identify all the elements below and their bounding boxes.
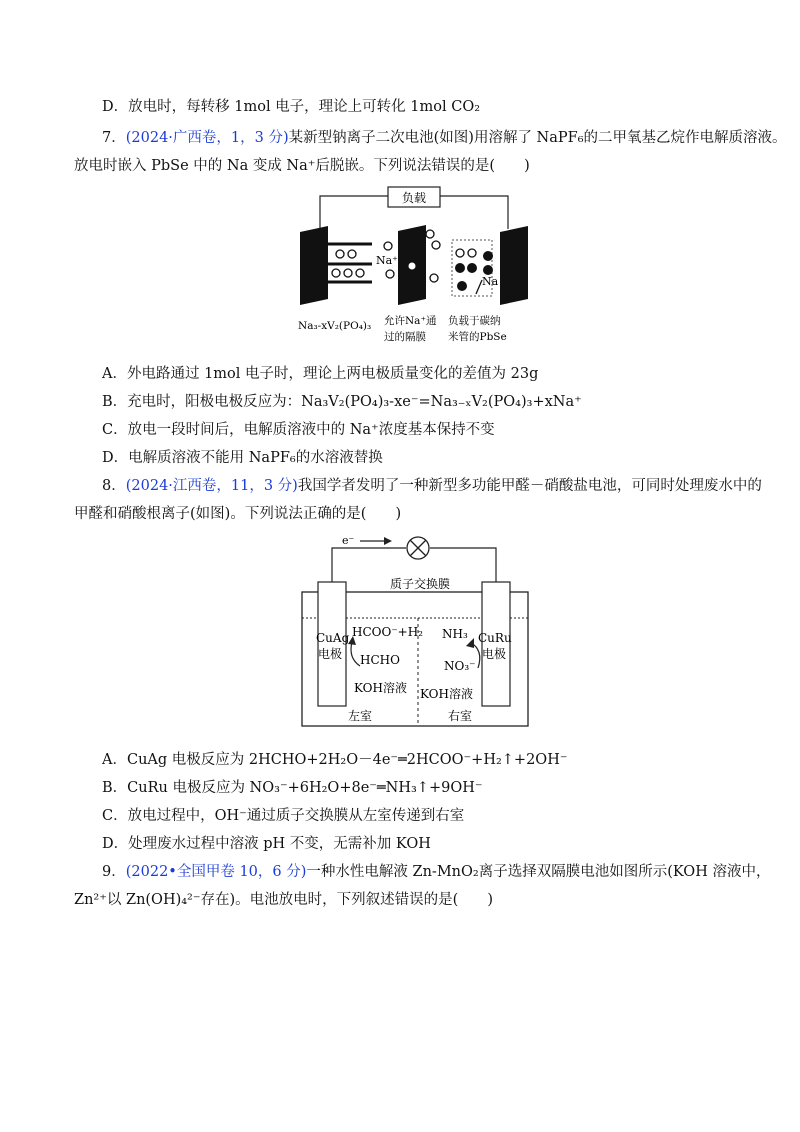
left-electrode-caption: Na₃-xV₂(PO₄)₃	[298, 320, 372, 332]
membrane-label: 质子交换膜	[389, 577, 451, 591]
left-room-label: 左室	[348, 709, 373, 723]
q7-option-d: D．电解质溶液不能用 NaPF₆的水溶液替换	[102, 450, 383, 466]
left-product-label: HCOO⁻+H₂	[352, 625, 423, 639]
q9-number: 9．	[102, 864, 126, 880]
q9-stem-text: 一种水性电解液 Zn-MnO₂离子选择双隔膜电池如图所示(KOH 溶液中，	[306, 864, 771, 880]
cuag-label-line1: CuAg	[316, 631, 350, 645]
q8-option-b: B．CuRu 电极反应为 NO₃⁻+6H₂O+8e⁻═NH₃↑+9OH⁻	[102, 780, 483, 796]
q9-stem-line2: Zn²⁺以 Zn(OH)₄²⁻存在)。电池放电时，下列叙述错误的是( )	[74, 892, 493, 908]
q7-option-c: C．放电一段时间后，电解质溶液中的 Na⁺浓度基本保持不变	[102, 422, 495, 438]
right-product-label: NH₃	[442, 627, 468, 641]
q7-stem-text: 某新型钠离子二次电池(如图)用溶解了 NaPF₆的二甲氧基乙烷作电解质溶液。	[288, 130, 787, 146]
q9-source: (2022•全国甲卷 10，6 分)	[125, 864, 307, 880]
q7-number: 7．	[102, 130, 126, 146]
right-electrode	[500, 226, 528, 305]
right-reactant-label: NO₃⁻	[444, 659, 476, 673]
electron-flow-arrow	[384, 537, 392, 545]
q8-source: (2024·江西卷，11，3 分)	[125, 478, 298, 494]
q7-battery-figure	[292, 182, 532, 352]
separator-caption-line1: 允许Na⁺通	[384, 315, 437, 327]
separator-caption-line2: 过的隔膜	[384, 331, 426, 343]
right-room-label: 右室	[448, 709, 473, 723]
q7-option-a: A．外电路通过 1mol 电子时，理论上两电极质量变化的差值为 23g	[102, 366, 539, 382]
curu-label-line1: CuRu	[478, 631, 512, 645]
right-electrode-caption-line2: 米管的PbSe	[448, 331, 507, 343]
q8-option-d: D．处理废水过程中溶液 pH 不变，无需补加 KOH	[102, 836, 431, 852]
q8-stem-line1	[102, 476, 762, 496]
q7-battery-diagram	[292, 182, 532, 352]
left-reactant-label: HCHO	[360, 653, 400, 667]
q7-stem-line1	[102, 128, 787, 148]
electron-label: e⁻	[342, 534, 355, 547]
q8-cell-diagram	[298, 530, 534, 730]
q6-option-d: D．放电时，每转移 1mol 电子，理论上可转化 1mol CO₂	[102, 99, 481, 115]
q8-option-c: C．放电过程中，OH⁻通过质子交换膜从左室传递到右室	[102, 808, 465, 824]
na-ion-label-right: Na	[482, 275, 499, 288]
q8-stem-text: 我国学者发明了一种新型多功能甲醛－硝酸盐电池，可同时处理废水中的	[297, 478, 762, 494]
curu-label-line2: 电极	[482, 647, 507, 661]
right-electrode-caption-line1: 负载于碳纳	[448, 315, 501, 327]
cuag-label-line2: 电极	[318, 647, 343, 661]
q7-source: (2024·广西卷，1，3 分)	[125, 130, 289, 146]
load-label: 负载	[401, 191, 427, 205]
q7-stem-line2: 放电时嵌入 PbSe 中的 Na 变成 Na⁺后脱嵌。下列说法错误的是( )	[74, 158, 530, 174]
q9-stem-line1	[102, 862, 770, 882]
q8-stem-line2: 甲醛和硝酸根离子(如图)。下列说法正确的是( )	[74, 506, 402, 522]
q8-number: 8．	[102, 478, 126, 494]
left-electrode	[300, 226, 328, 305]
right-solution-label: KOH溶液	[420, 687, 473, 701]
q7-option-b: B．充电时，阳极电极反应为：Na₃V₂(PO₄)₃-xe⁻=Na₃₋ₓV₂(PO₄)₃+xNa⁺	[102, 394, 582, 410]
q8-cell-figure	[298, 530, 534, 730]
left-solution-label: KOH溶液	[354, 681, 407, 695]
q8-option-a: A．CuAg 电极反应为 2HCHO+2H₂O－4e⁻═2HCOO⁻+H₂↑+2OH⁻	[102, 752, 568, 768]
na-ion-label-left: Na⁺	[376, 254, 398, 267]
